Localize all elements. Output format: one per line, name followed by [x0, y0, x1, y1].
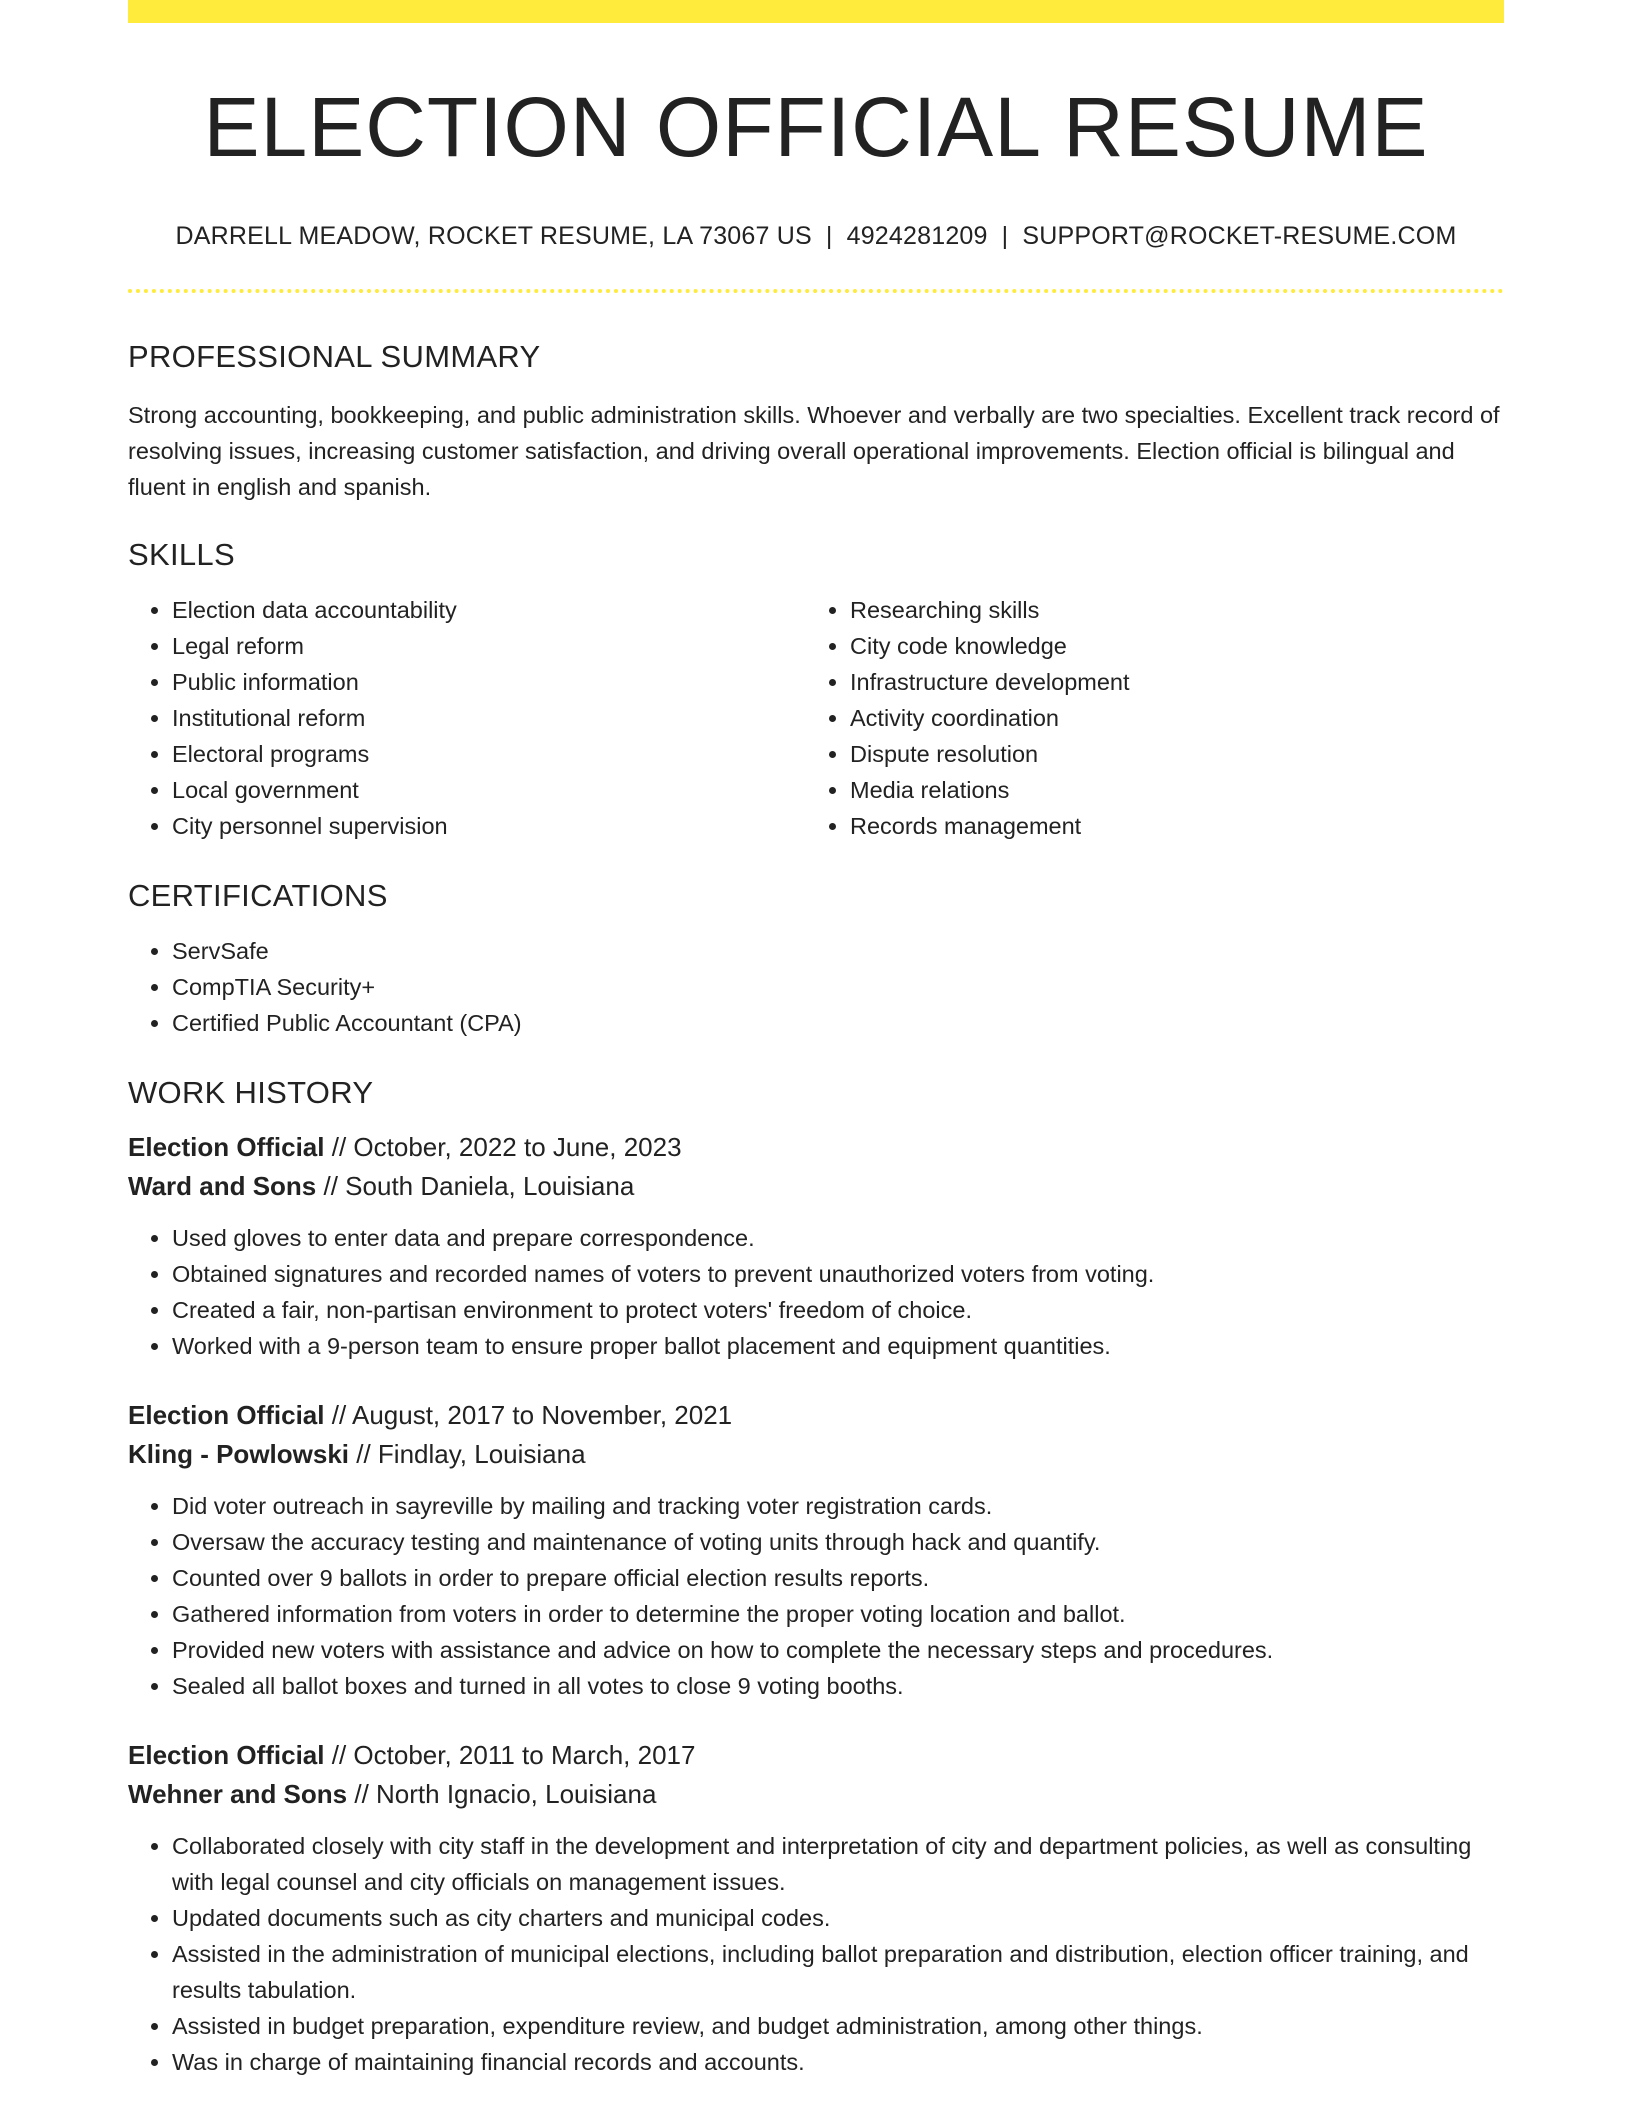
- skill-item: • Election data accountability: [172, 592, 806, 628]
- job-entry: [128, 1128, 1504, 1364]
- job-bullet: • Worked with a 9-person team to ensure proper ballot placement and equipment quantities.: [172, 1328, 1504, 1364]
- skill-item: • City code knowledge: [850, 628, 1484, 664]
- job-title: Election Official: [128, 1740, 325, 1770]
- job-title-line: [128, 1128, 1504, 1167]
- job-bullet: • Provided new voters with assistance and advice on how to complete the necessary steps and procedures.: [172, 1632, 1504, 1668]
- skills-heading: SKILLS: [128, 537, 235, 572]
- job-title: Election Official: [128, 1132, 325, 1162]
- job-dates: // August, 2017 to November, 2021: [331, 1400, 733, 1430]
- skill-item: • Public information: [172, 664, 806, 700]
- skill-item: • Activity coordination: [850, 700, 1484, 736]
- skills-column-right: [806, 592, 1484, 844]
- job-bullet: • Updated documents such as city charters and municipal codes.: [172, 1900, 1504, 1936]
- work-history-heading: WORK HISTORY: [128, 1075, 374, 1110]
- certifications-list: [128, 933, 1504, 1041]
- job-dates: // October, 2022 to June, 2023: [331, 1132, 682, 1162]
- job-bullet: • Did voter outreach in sayreville by mailing and tracking voter registration cards.: [172, 1488, 1504, 1524]
- summary-heading: PROFESSIONAL SUMMARY: [128, 339, 541, 374]
- resume-page: [128, 0, 1504, 2080]
- certification-item: • Certified Public Accountant (CPA): [172, 1005, 1504, 1041]
- job-bullet: • Obtained signatures and recorded names of voters to prevent unauthorized voters from voting.: [172, 1256, 1504, 1292]
- job-company-line: [128, 1167, 1504, 1206]
- job-company-line: [128, 1435, 1504, 1474]
- job-bullet: • Collaborated closely with city staff in the development and interpretation of city and department policies, as well as consulting with legal counsel and city officials on management issues.: [172, 1828, 1504, 1900]
- job-bullet: • Assisted in the administration of municipal elections, including ballot preparation and distribution, election officer training, and results tabulation.: [172, 1936, 1504, 2008]
- certification-item: • CompTIA Security+: [172, 969, 1504, 1005]
- skill-item: • Legal reform: [172, 628, 806, 664]
- certification-item: • ServSafe: [172, 933, 1504, 969]
- job-dates: // October, 2011 to March, 2017: [331, 1740, 696, 1770]
- job-company-line: [128, 1775, 1504, 1814]
- skills-column-left: [128, 592, 806, 844]
- job-bullets: [128, 1488, 1504, 1704]
- skills-list-left: [128, 592, 806, 844]
- job-entry: [128, 1396, 1504, 1704]
- dotted-divider: [128, 289, 1504, 293]
- job-location: // North Ignacio, Louisiana: [354, 1779, 657, 1809]
- job-company: Kling - Powlowski: [128, 1439, 350, 1469]
- job-bullet: • Counted over 9 ballots in order to prepare official election results reports.: [172, 1560, 1504, 1596]
- job-bullet: • Oversaw the accuracy testing and maintenance of voting units through hack and quantify.: [172, 1524, 1504, 1560]
- contact-line: [128, 224, 1504, 249]
- job-bullet: • Assisted in budget preparation, expenditure review, and budget administration, among other things.: [172, 2008, 1504, 2044]
- job-title: Election Official: [128, 1400, 325, 1430]
- job-bullet: • Used gloves to enter data and prepare correspondence.: [172, 1220, 1504, 1256]
- resume-title: ELECTION OFFICIAL RESUME: [203, 80, 1429, 174]
- job-bullet: • Was in charge of maintaining financial records and accounts.: [172, 2044, 1504, 2080]
- job-location: // Findlay, Louisiana: [356, 1439, 586, 1469]
- contact-separator: |: [825, 222, 833, 250]
- summary-text: Strong accounting, bookkeeping, and public administration skills. Whoever and verbally are two specialties. Excellent track record of resolving issues, increasing customer satisfaction, and driving overall operational improvements. Election official is bilingual and fluent in english and spanish.: [128, 402, 1500, 500]
- skill-item: • Dispute resolution: [850, 736, 1484, 772]
- skills-list-right: [806, 592, 1484, 844]
- contact-address: DARRELL MEADOW, ROCKET RESUME, LA 73067 US: [175, 222, 812, 250]
- job-bullet: • Sealed all ballot boxes and turned in all votes to close 9 voting booths.: [172, 1668, 1504, 1704]
- skill-item: • Media relations: [850, 772, 1484, 808]
- job-bullets: [128, 1828, 1504, 2080]
- job-company: Wehner and Sons: [128, 1779, 348, 1809]
- skill-item: • City personnel supervision: [172, 808, 806, 844]
- contact-email[interactable]: SUPPORT@ROCKET-RESUME.COM: [1022, 222, 1457, 250]
- skill-item: • Records management: [850, 808, 1484, 844]
- job-location: // South Daniela, Louisiana: [323, 1171, 635, 1201]
- certifications-heading: CERTIFICATIONS: [128, 878, 388, 913]
- job-title-line: [128, 1736, 1504, 1775]
- skill-item: • Local government: [172, 772, 806, 808]
- job-company: Ward and Sons: [128, 1171, 317, 1201]
- job-bullets: [128, 1220, 1504, 1364]
- job-entry: [128, 1736, 1504, 2080]
- contact-phone[interactable]: 4924281209: [846, 222, 988, 250]
- skill-item: • Institutional reform: [172, 700, 806, 736]
- skill-item: • Electoral programs: [172, 736, 806, 772]
- job-bullet: • Gathered information from voters in order to determine the proper voting location and ballot.: [172, 1596, 1504, 1632]
- job-title-line: [128, 1396, 1504, 1435]
- skills-columns: [128, 592, 1504, 844]
- contact-separator: |: [1001, 222, 1009, 250]
- job-bullet: • Created a fair, non-partisan environment to protect voters' freedom of choice.: [172, 1292, 1504, 1328]
- skill-item: • Infrastructure development: [850, 664, 1484, 700]
- accent-top-bar: [128, 0, 1504, 23]
- skill-item: • Researching skills: [850, 592, 1484, 628]
